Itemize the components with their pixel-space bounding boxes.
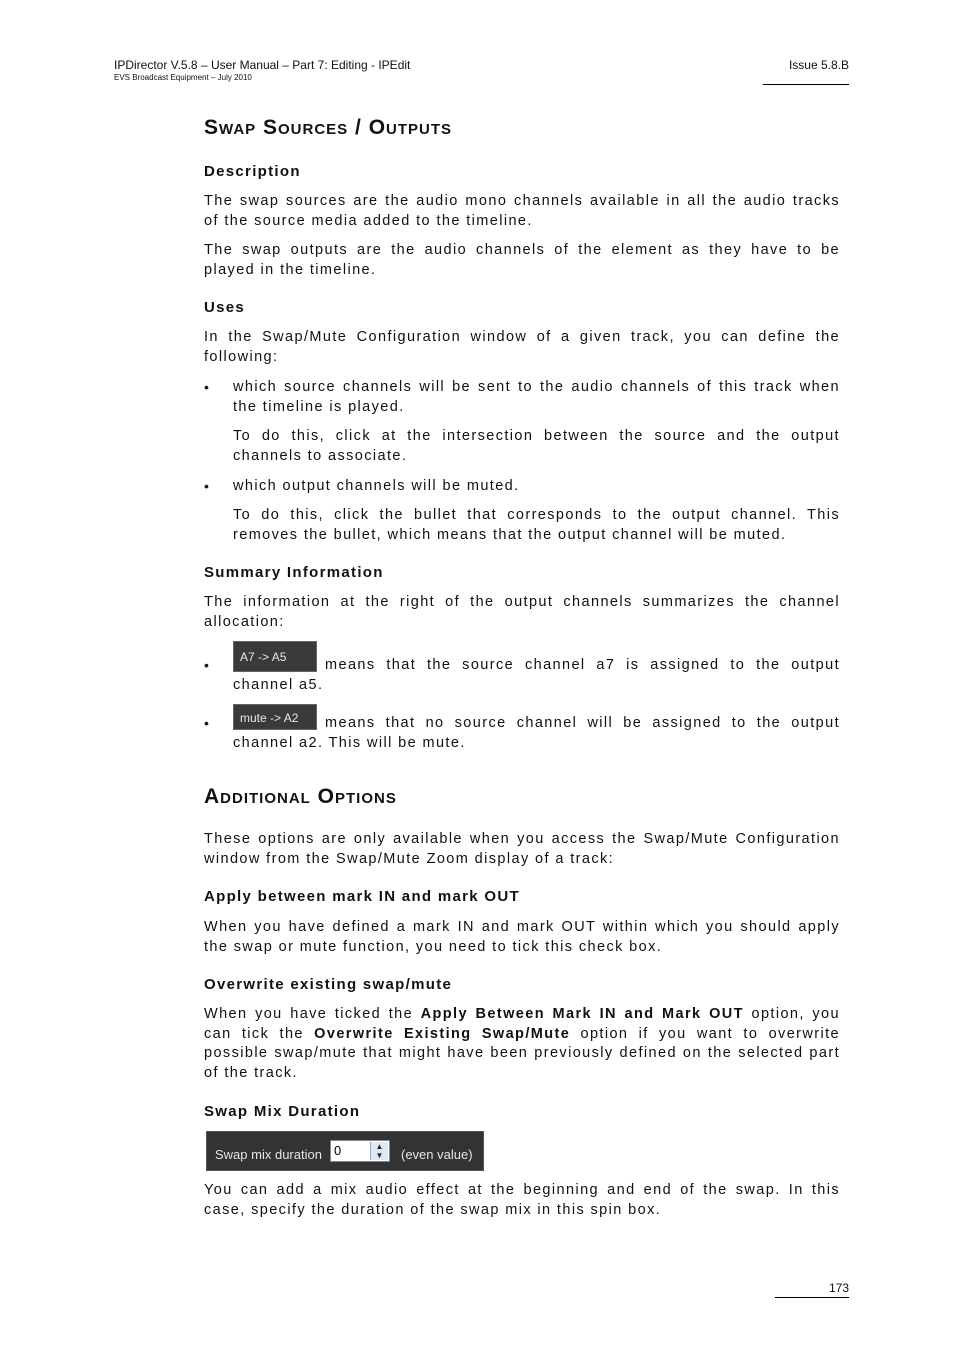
additional-title-text: Additional Options: [204, 785, 397, 808]
overwrite-bold-1: Apply Between Mark IN and Mark OUT: [420, 1006, 744, 1022]
mute-assign-screenshot: mute -> A2: [233, 704, 317, 730]
overwrite-text: [204, 1005, 840, 1083]
bullet-marker: •: [204, 478, 209, 494]
uses-bullet-2: which output channels will be muted.: [233, 478, 520, 494]
summary-item-2: [233, 704, 840, 753]
description-heading: Description: [204, 163, 301, 180]
header-issue: Issue 5.8.B: [763, 58, 849, 85]
overwrite-text-1: When you have ticked the: [204, 1006, 421, 1022]
additional-intro: These options are only available when you access the Swap/Mute Configuration window from the Swap/Mute Zoom display of a track:: [204, 831, 840, 867]
uses-bullet-1: which source channels will be sent to the audio channels of this track when the timeline is played.: [233, 379, 840, 415]
apply-heading: Apply between mark IN and mark OUT: [204, 888, 520, 905]
header-title: IPDirector V.5.8 – User Manual – Part 7: Editing - IPEdit: [114, 58, 411, 72]
spin-arrows: [370, 1142, 388, 1160]
summary-intro: The information at the right of the output channels summarizes the channel allocation:: [204, 594, 840, 630]
swap-mix-hint: (even value): [401, 1147, 473, 1162]
bullet-marker: •: [204, 715, 209, 731]
overwrite-heading: Overwrite existing swap/mute: [204, 976, 453, 993]
uses-heading: Uses: [204, 299, 246, 316]
page-header: [114, 58, 410, 83]
overwrite-text-2: option, you can tick the: [204, 1006, 840, 1042]
overwrite-text-3: option if you want to overwrite possible swap/mute that might have been previously defined on the selected part of the track.: [204, 1025, 841, 1081]
uses-intro: In the Swap/Mute Configuration window of a given track, you can define the following:: [204, 329, 840, 365]
mix-text: You can add a mix audio effect at the beginning and end of the swap. In this case, specify the duration of the swap mix in this spin box.: [204, 1182, 840, 1218]
bullet-marker: •: [204, 379, 209, 395]
swap-mix-value: 0: [334, 1143, 342, 1158]
spin-up-icon: ▲: [375, 1142, 384, 1151]
summary-text-2: means that no source channel will be assigned to the output channel a2. This will be mute.: [233, 715, 840, 751]
swap-mix-label: Swap mix duration: [215, 1147, 322, 1162]
uses-bullet-1-detail: To do this, click at the intersection between the source and the output channels to associate.: [233, 428, 840, 464]
summary-text-1: means that the source channel a7 is assigned to the output channel a5.: [233, 657, 840, 693]
apply-text: When you have defined a mark IN and mark OUT within which you should apply the swap or mute function, you need to tick this check box.: [204, 919, 840, 955]
page-number: 173: [775, 1281, 849, 1298]
summary-heading: Summary Information: [204, 564, 384, 581]
description-p1: The swap sources are the audio mono channels available in all the audio tracks of the source media added to the timeline.: [204, 193, 840, 229]
uses-bullet-2-detail: To do this, click the bullet that corresponds to the output channel. This removes the bullet, which means that the output channel will be muted.: [233, 507, 840, 543]
bullet-marker: •: [204, 657, 209, 673]
summary-item-1: [233, 641, 840, 695]
section-title-swap: [204, 116, 452, 140]
overwrite-bold-2: Overwrite Existing Swap/Mute: [314, 1025, 571, 1042]
swap-mix-duration-screenshot: [206, 1131, 484, 1171]
header-subtitle: EVS Broadcast Equipment – July 2010: [114, 73, 252, 82]
spin-down-icon: ▼: [375, 1151, 384, 1160]
mix-heading: Swap Mix Duration: [204, 1103, 361, 1120]
swap-mix-spinbox: [330, 1140, 390, 1162]
description-p2: The swap outputs are the audio channels of the element as they have to be played in the timeline.: [204, 242, 840, 278]
swap-title-text: Swap Sources / Outputs: [204, 116, 453, 139]
section-title-additional: [204, 785, 397, 809]
channel-assign-screenshot: A7 -> A5: [233, 641, 317, 672]
